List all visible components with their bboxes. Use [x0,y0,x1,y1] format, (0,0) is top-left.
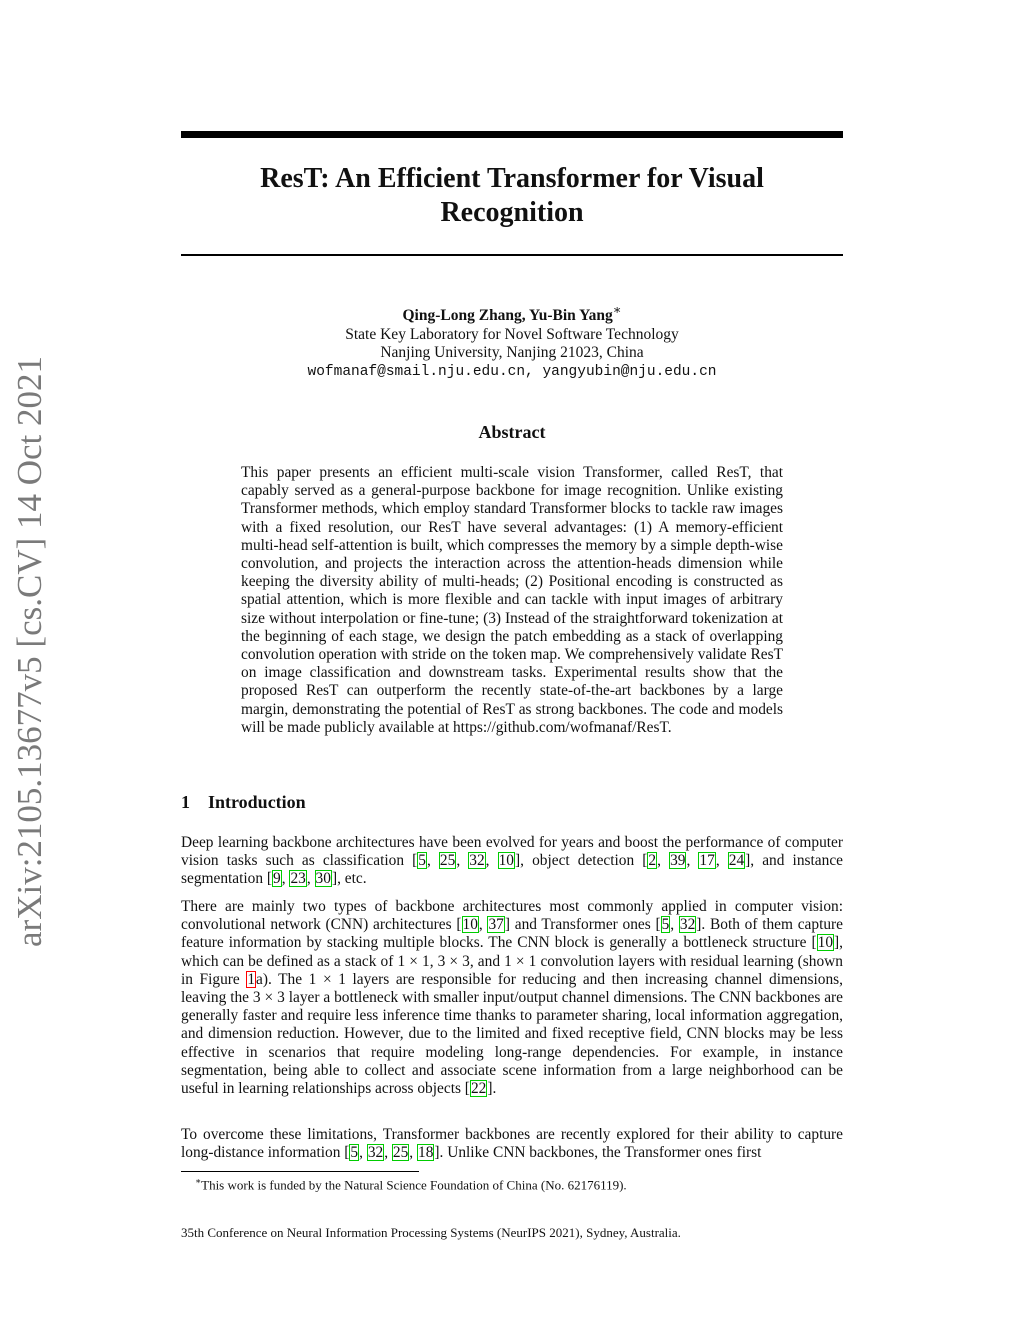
title-rule-bottom [181,254,843,256]
citation-link[interactable]: 39 [670,852,686,870]
abstract-text: This paper presents an efficient multi-scale vision Transformer, called ResT, that capably served as a general-purpose backbone for image recognition. Unlike existing Transformer methods, which employ standard Transformer blocks to tackle raw images with a fixed resolution, our ResT have several advantages: (1) A memory-efficient multi-head self-attention is built, which compresses the memory by a simple depth-wise convolution, and projects the interaction across the attention-heads dimension while keeping the diversity ability of multi-heads; (2) Positional encoding is constructed as spatial attention, which is more flexible and can tackle with input images of arbitrary size without interpolation or fine-tune; (3) Instead of the straightforward tokenization at the beginning of each stage, we design the patch embedding as a stack of overlapping convolution operation with stride on the token map. We comprehensively validate ResT on image classification and downstream tasks. Experimental results show that the proposed ResT can outperform the recently state-of-the-art backbones by a large margin, demonstrating the potential of ResT as strong backbones. The code and models will be made publicly available at https://github.com/wofmanaf/ResT. [241,464,783,736]
citation-link[interactable]: 25 [439,852,456,870]
citation-link[interactable]: 5 [661,916,670,934]
abstract-heading: Abstract [478,422,546,442]
corresponding-mark: ∗ [612,302,622,317]
citation-link[interactable]: 10 [498,852,514,870]
author-names: Qing-Long Zhang, Yu-Bin Yang [402,307,613,325]
paper-title [181,162,843,230]
citation-link[interactable]: 10 [462,916,478,934]
footnote-rule [181,1171,419,1172]
citation-link[interactable]: 32 [367,1144,384,1162]
arxiv-stamp: arXiv:2105.13677v5 [cs.CV] 14 Oct 2021 [10,355,49,947]
citation-link[interactable]: 23 [290,870,306,888]
citation-link[interactable]: 25 [392,1144,409,1162]
citation-link[interactable]: 24 [728,852,745,870]
title-line-1: ResT: An Efficient Transformer for Visual [260,163,764,194]
intro-paragraph-2: There are mainly two types of backbone architectures most commonly applied in computer vision: convolutional network (CNN) architectures [10, 37] and Transformer ones [5, 32]. Both of them capture feature information by stacking multiple blocks. The CNN block is generally a bottleneck structure [10], which can be defined as a stack of 1 × 1, 3 × 3, and 1 × 1 convolution layers with residual learning (shown in Figure 1a). The 1 × 1 layers are responsible for reducing and then increasing channel dimensions, leaving the 3 × 3 layer a bottleneck with smaller input/output channel dimensions. The CNN backbones are generally faster and require less inference time thanks to parameter sharing, local information aggregation, and dimension reduction. However, due to the limited and fixed receptive field, CNN blocks may be less effective in scenarios that require modeling long-range dependencies. For example, in instance segmentation, being able to collect and associate scene information from a large neighborhood can be useful in learning relationships across objects [22]. [181,898,844,1098]
figure-link[interactable]: 1 [247,970,256,988]
section-heading [181,792,306,813]
citation-link[interactable]: 5 [350,1144,359,1162]
affiliation-line-1: State Key Laboratory for Novel Software Technology [345,325,679,343]
footnote-mark: ∗ [195,1176,202,1186]
affiliation-line-2: Nanjing University, Nanjing 21023, China [380,344,644,362]
author-emails: wofmanaf@smail.nju.edu.cn, yangyubin@nju.edu.cn [307,363,717,380]
citation-link[interactable]: 17 [699,852,715,870]
section-title: Introduction [208,792,306,812]
citation-link[interactable]: 30 [315,870,331,888]
citation-link[interactable]: 22 [470,1080,487,1098]
intro-paragraph-3: To overcome these limitations, Transformer backbones are recently explored for their ability to capture long-distance information [5, 32, 25, 18]. Unlike CNN backbones, the Transformer ones first [181,1126,843,1162]
citation-link[interactable]: 9 [273,870,281,888]
venue-line: 35th Conference on Neural Information Processing Systems (NeurIPS 2021), Sydney, Australia. [181,1225,681,1240]
title-rule-top [181,131,843,138]
citation-link[interactable]: 18 [418,1144,434,1162]
author-block [181,301,843,381]
citation-link[interactable]: 32 [469,852,485,870]
title-line-2: Recognition [440,197,584,228]
footnote-text: This work is funded by the Natural Science Foundation of China (No. 62176119). [201,1177,627,1193]
citation-link[interactable]: 37 [488,916,504,934]
citation-link[interactable]: 2 [648,852,657,870]
citation-link[interactable]: 32 [679,916,696,934]
section-number: 1 [181,792,190,812]
footnote [195,1176,627,1193]
intro-paragraph-1: Deep learning backbone architectures have been evolved for years and boost the performance of computer vision tasks such as classification [5, 25, 32, 10], object detection [2, 39, 17, 24], and instance segmentation [9, 23, 30], etc. [181,834,843,888]
citation-link[interactable]: 10 [817,934,834,952]
citation-link[interactable]: 5 [418,852,426,870]
